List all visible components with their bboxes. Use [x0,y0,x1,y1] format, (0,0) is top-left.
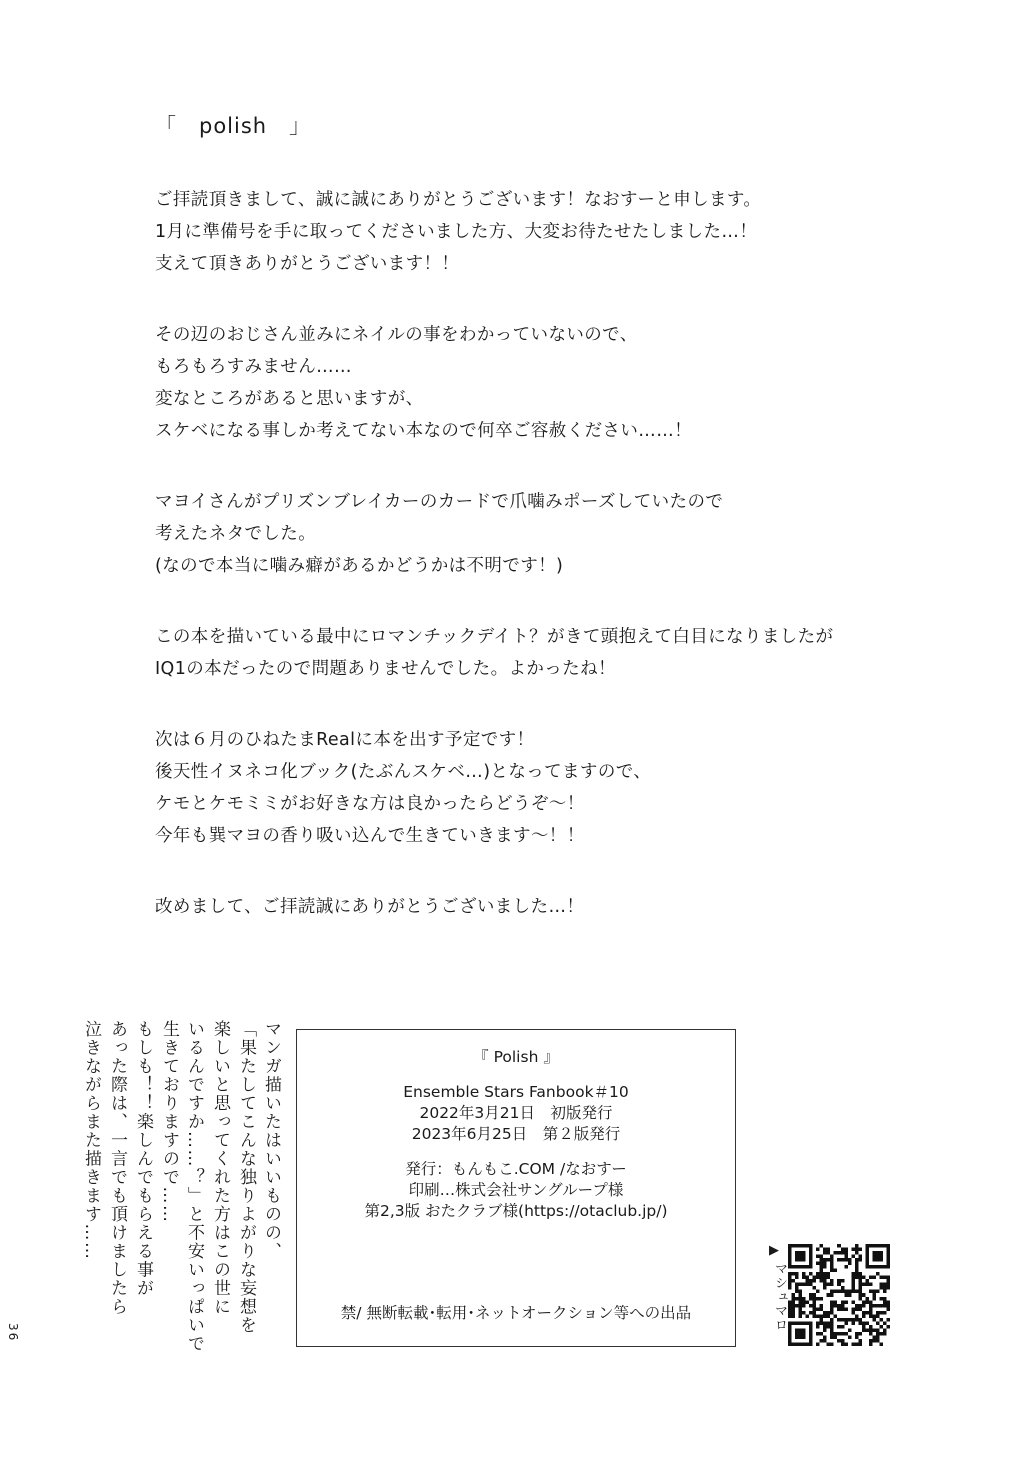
afterword-line: 次は６月のひねたまRealに本を出す予定です！ [155,730,535,750]
afterword-paragraph [155,184,915,280]
afterword-line: その辺のおじさん並みにネイルの事をわかっていないので、 [155,325,638,345]
colophon-printer: 印刷…株式会社サングループ様 [408,1181,624,1199]
afterword-line: ご拝読頂きまして、誠に誠にありがとうございます！なおすーと申します。 [155,190,762,210]
colophon-first-edition: 2022年3月21日 初版発行 [419,1104,613,1122]
vertical-note-column: あった際は、一言でも頂けましたら [107,1020,127,1316]
page-number: 36 [6,1323,20,1343]
afterword-line: この本を描いている最中にロマンチックデイト？がきて頭抱えて白目になりましたが [155,627,834,647]
colophon-title: 『 Polish 』 [473,1048,559,1066]
afterword-line: 後天性イヌネコ化ブック(たぶんスケベ…)となってますので、 [155,762,652,782]
afterword-title: 「 polish 」 [155,114,312,138]
afterword-line: 改めまして、ご拝読誠にありがとうございました…！ [155,897,585,917]
afterword-paragraph [155,621,915,685]
colophon-edition-info [297,1082,735,1145]
afterword-line: ケモとケモミミがお好きな方は良かったらどうぞ〜！ [155,794,585,814]
afterword-line: もろもろすみません…… [155,357,352,377]
vertical-note-column: 生きておりますので…… [159,1020,179,1224]
afterword-paragraph [155,319,915,447]
afterword-paragraph [155,486,915,582]
colophon-notice: 禁/ 無断転載･転用･ネットオークション等への出品 [340,1304,692,1322]
marshmallow-text: マシュマロ [772,1262,787,1332]
afterword-line: スケベになる事しか考えてない本なので何卒ご容赦ください……！ [155,421,692,441]
colophon-printer: 第2,3版 おたクラブ様(https://otaclub.jp/) [364,1202,668,1220]
afterword-paragraph [155,724,915,852]
vertical-note-column: いるんですか……？」と不安いっぱいで [184,1020,204,1353]
vertical-note-column: 泣きながらまた描きます…… [81,1020,101,1261]
colophon-publisher-info [297,1159,735,1222]
vertical-note-column: 楽しいと思ってくれた方はこの世に [210,1020,230,1316]
afterword-paragraph [155,891,915,923]
afterword-line: 支えて頂きありがとうございます！！ [155,254,460,274]
afterword-line: 1月に準備号を手に取ってくださいました方、大変お待たせたしました…！ [155,222,758,242]
afterword-line: (なので本当に噛み癖があるかどうかは不明です！) [155,556,564,576]
afterword-line: 変なところがあると思いますが、 [155,389,424,409]
afterword-line: マヨイさんがプリズンブレイカーのカードで爪噛みポーズしていたので [155,492,724,512]
afterword [155,110,915,962]
afterword-line: 考えたネタでした。 [155,524,317,544]
afterword-line: IQ1の本だったので問題ありませんでした。よかったね！ [155,659,616,679]
colophon-box [296,1029,736,1347]
colophon-publisher: 発行：もんもこ.COM /なおすー [405,1160,627,1178]
play-arrow-icon: ▶ [769,1243,779,1258]
qr-code-icon[interactable] [788,1244,890,1346]
colophon-series: Ensemble Stars Fanbook＃10 [403,1083,629,1101]
colophon-second-edition: 2023年6月25日 第２版発行 [411,1125,621,1143]
vertical-note-column: もしも！！楽しんでもらえる事が [133,1020,153,1298]
vertical-note-column: マンガ描いたはいいものの、 [261,1020,281,1261]
vertical-note-column: 「果たしてこんな独りよがりな妄想を [236,1020,256,1335]
afterword-line: 今年も巽マヨの香り吸い込んで生きていきます〜！！ [155,826,585,846]
